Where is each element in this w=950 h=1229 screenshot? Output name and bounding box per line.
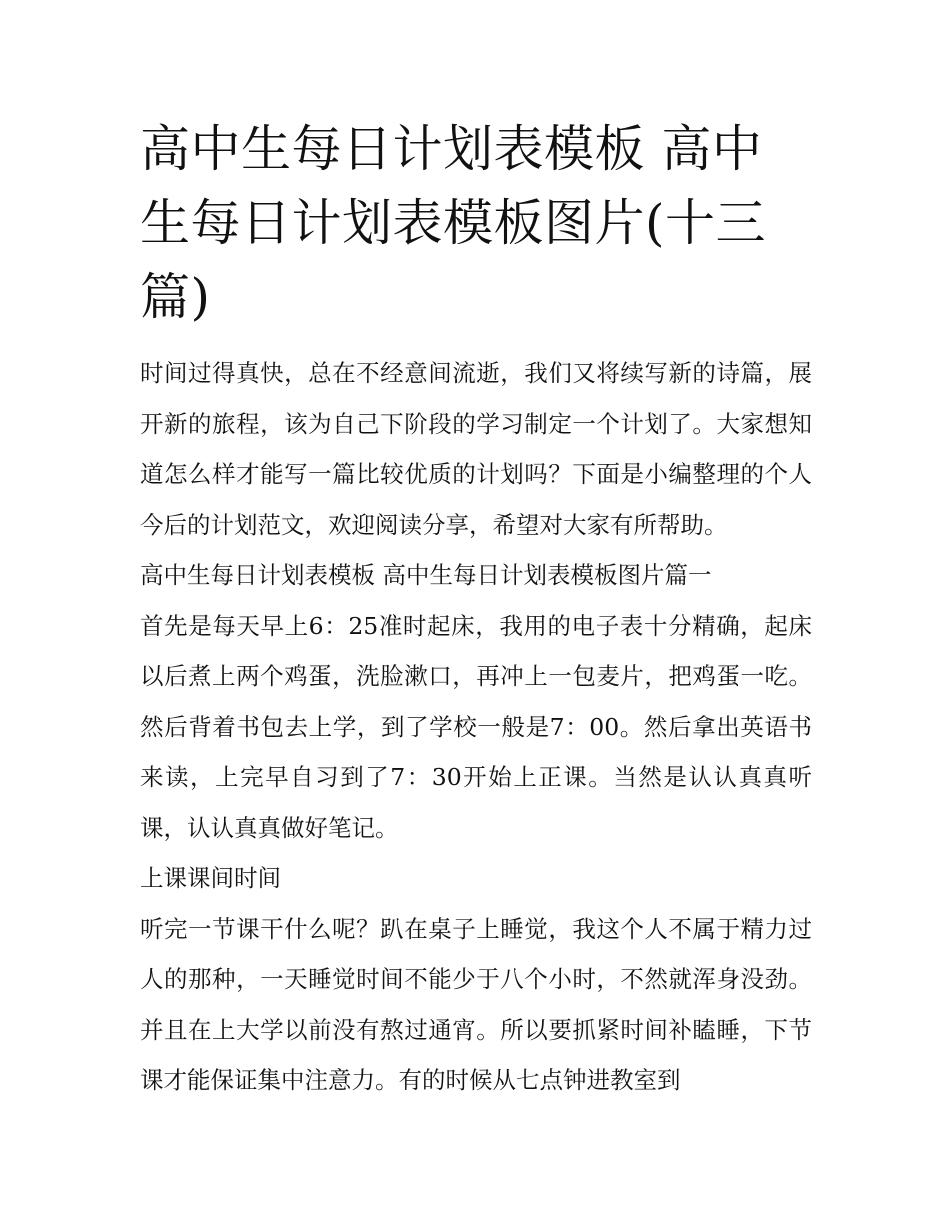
document-page — [140, 112, 812, 1106]
subheading: 上课课间时间 — [140, 864, 281, 892]
body-paragraph-1: 首先是每天早上6：25准时起床，我用的电子表十分精确，起床以后煮上两个鸡蛋，洗脸漱口，再冲上一包麦片，把鸡蛋一吃。然后背着书包去上学，到了学校一般是7：00。然后拿出英语书来读，上完早自习到了7：30开始上正课。当然是认认真真听课，认认真真做好笔记。 — [140, 611, 812, 842]
body-paragraph-2: 听完一节课干什么呢？趴在桌子上睡觉，我这个人不属于精力过人的那种，一天睡觉时间不能少于八个小时，不然就浑身没劲。并且在上大学以前没有熬过通宵。所以要抓紧时间补瞌睡，下节课才能保证集中注意力。有的时候从七点钟进教室到 — [140, 914, 812, 1094]
section-heading: 高中生每日计划表模板 高中生每日计划表模板图片篇一 — [140, 561, 712, 589]
intro-paragraph: 时间过得真快，总在不经意间流逝，我们又将续写新的诗篇，展开新的旅程，该为自己下阶段的学习制定一个计划了。大家想知道怎么样才能写一篇比较优质的计划吗？下面是小编整理的个人今后的计划范文，欢迎阅读分享，希望对大家有所帮助。 — [140, 359, 812, 539]
document-title: 高中生每日计划表模板 高中生每日计划表模板图片(十三篇) — [140, 120, 767, 326]
